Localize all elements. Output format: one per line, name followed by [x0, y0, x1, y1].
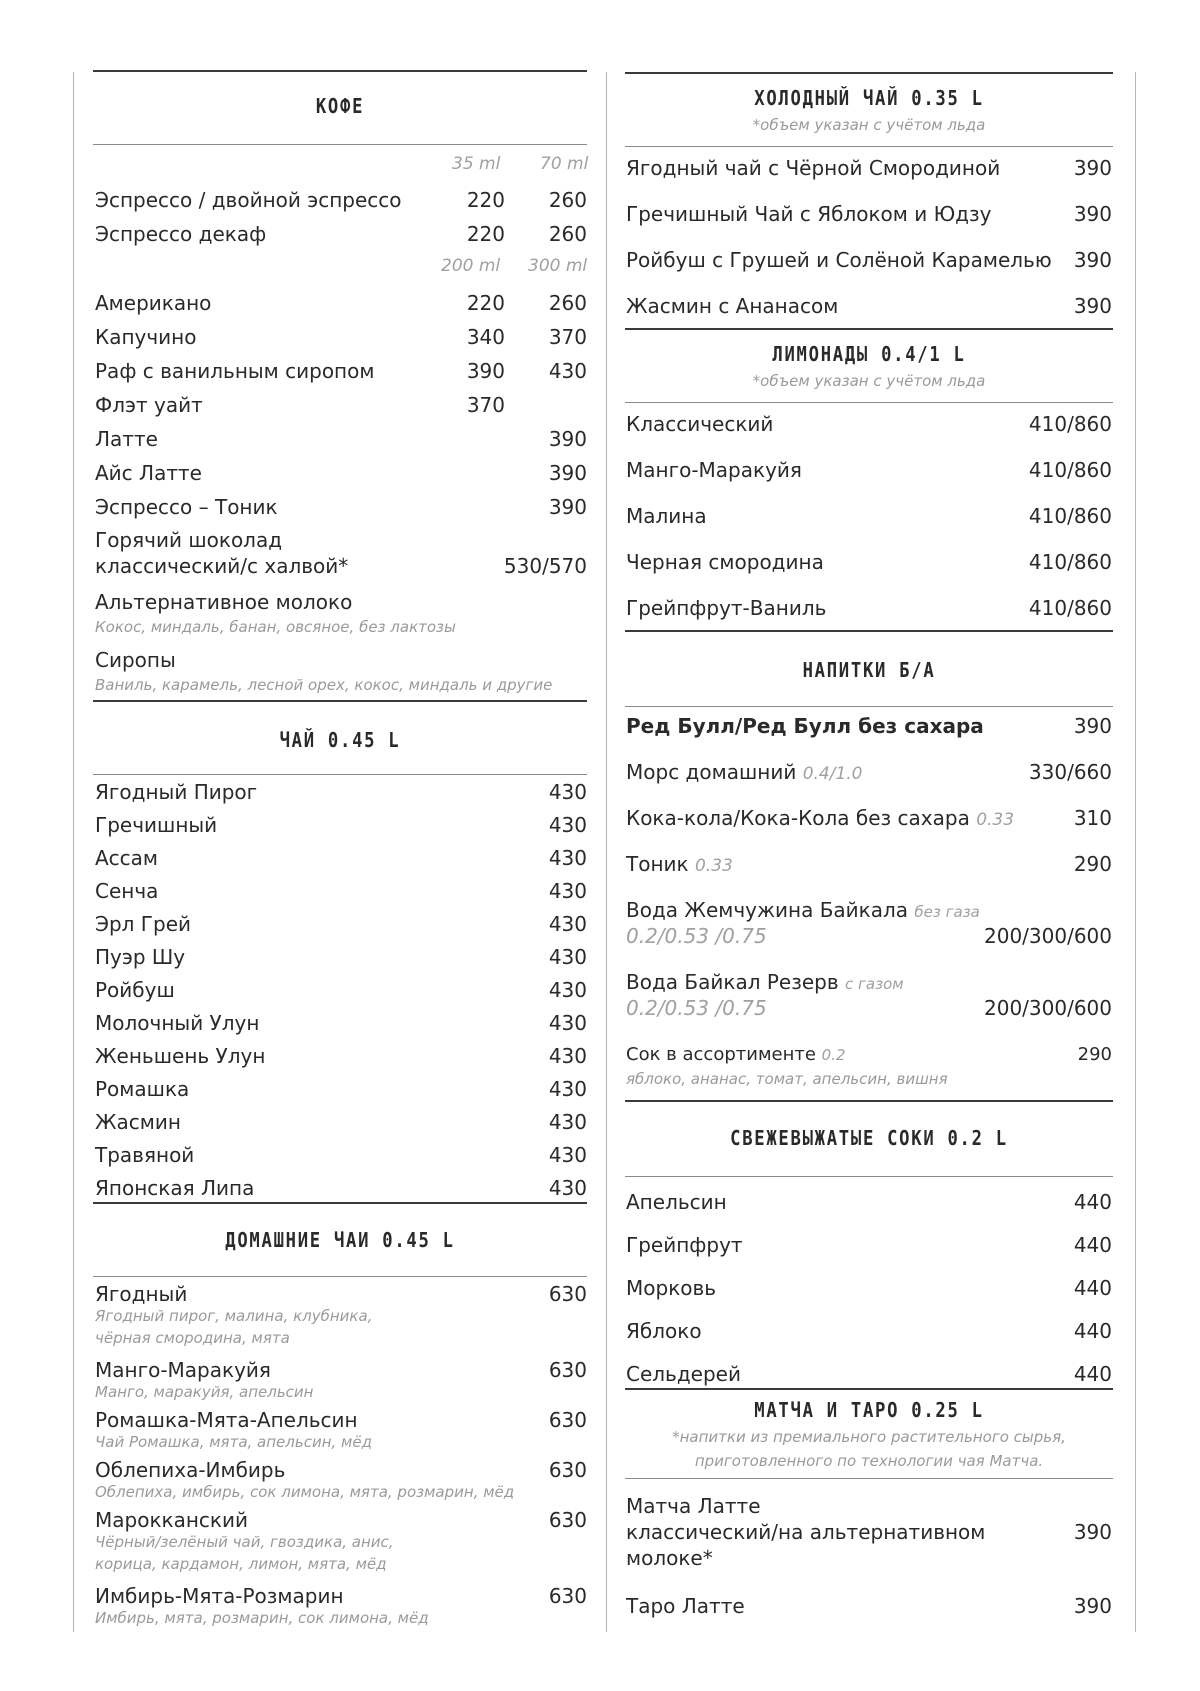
item-price: 390 [1073, 294, 1112, 318]
item-price-small: 340 [466, 325, 505, 349]
item-price: 430 [548, 1176, 587, 1200]
item-name: Ягодный Пирог [95, 780, 258, 804]
item-name: Черная смородина [626, 550, 824, 574]
syrups-name: Сиропы [95, 648, 176, 672]
item-name: Яблоко [626, 1319, 702, 1343]
tea-item-row [95, 945, 587, 973]
fresh-juice-item-row [626, 1233, 1112, 1261]
home-tea-item-row [95, 1282, 587, 1352]
item-price: 410/860 [1028, 412, 1112, 436]
coffee-item-row [95, 427, 587, 455]
tea-item-row [95, 1176, 587, 1204]
lemonades-note: *объем указан с учётом льда [752, 372, 986, 390]
cold-tea-item-row [626, 294, 1112, 322]
tea-item-row [95, 978, 587, 1006]
item-name: Травяной [95, 1143, 195, 1167]
tonic-name-line [626, 852, 733, 876]
hot-chocolate-price: 530/570 [503, 554, 587, 578]
syrups-desc: Ваниль, карамель, лесной орех, кокос, миндаль и другие [95, 676, 553, 694]
coffee-heading-rule [93, 144, 587, 145]
menu-item-matcha-latte [626, 1494, 1112, 1574]
cola-volume: 0.33 [976, 810, 1015, 830]
water-sparkling-name-line [626, 970, 904, 994]
item-name: Гречишный Чай с Яблоком и Юдзу [626, 202, 992, 226]
home-tea-heading-rule [93, 1276, 587, 1277]
coffee-item-row [95, 495, 587, 523]
item-desc: Ягодный пирог, малина, клубника, [95, 1307, 373, 1325]
hot-chocolate-name-line2: классический/с халвой* [95, 554, 349, 578]
tea-heading-rule [93, 774, 587, 775]
tonic-volume: 0.33 [694, 856, 733, 876]
lemonade-item-row [626, 412, 1112, 440]
juice-volume: 0.2 [821, 1046, 846, 1064]
coffee-item-row [95, 393, 587, 421]
redbull-price: 390 [1073, 714, 1112, 738]
matcha-note-line2: приготовленного по технологии чая Матча. [694, 1452, 1044, 1470]
matcha-latte-line3: молоке* [626, 1546, 713, 1570]
taro-latte-price: 390 [1073, 1594, 1112, 1618]
fresh-top-rule [625, 1100, 1113, 1102]
tea-item-row [95, 879, 587, 907]
center-column-divider [606, 72, 607, 1632]
water-still-name: Вода Жемчужина Байкала [626, 898, 909, 922]
item-price-large: 430 [548, 359, 587, 383]
item-name: Американо [95, 291, 212, 315]
coffee-item-row [95, 461, 587, 489]
item-name: Эспрессо / двойной эспрессо [95, 188, 402, 212]
tonic-name: Тоник [626, 852, 689, 876]
lemonades-heading: ЛИМОНАДЫ 0.4/1 L [772, 342, 966, 366]
item-price: 430 [548, 1077, 587, 1101]
item-name: Жасмин с Ананасом [626, 294, 839, 318]
item-price-large: 260 [548, 222, 587, 246]
item-price: 630 [548, 1458, 587, 1482]
cola-name-line [626, 806, 1014, 830]
tea-item-row [95, 813, 587, 841]
item-name: Манго-Маракуйя [95, 1358, 271, 1382]
menu-item-water-still [626, 898, 1112, 952]
mors-name: Морс домашний [626, 760, 797, 784]
cold-tea-item-row [626, 248, 1112, 276]
item-name: Марокканский [95, 1508, 249, 1532]
taro-latte-name: Таро Латте [626, 1594, 745, 1618]
item-desc: Манго, маракуйя, апельсин [95, 1383, 314, 1401]
water-sparkling-volume: 0.2/0.53 /0.75 [626, 996, 767, 1020]
fresh-juice-item-row [626, 1190, 1112, 1218]
tea-item-row [95, 780, 587, 808]
item-name: Ромашка-Мята-Апельсин [95, 1408, 358, 1432]
matcha-note-line1: *напитки из премиального растительного сырья, [672, 1428, 1066, 1446]
item-price: 430 [548, 1044, 587, 1068]
item-name: Малина [626, 504, 707, 528]
tea-item-row [95, 1011, 587, 1039]
item-price: 430 [548, 879, 587, 903]
item-name: Сенча [95, 879, 159, 903]
water-still-tag: без газа [914, 903, 980, 921]
item-price: 630 [548, 1358, 587, 1382]
item-name: Латте [95, 427, 158, 451]
item-name: Молочный Улун [95, 1011, 260, 1035]
fresh-juice-item-row [626, 1319, 1112, 1347]
item-price: 440 [1073, 1319, 1112, 1343]
item-price: 430 [548, 978, 587, 1002]
item-price: 390 [1073, 202, 1112, 226]
item-price: 440 [1073, 1233, 1112, 1257]
item-price-large: 370 [548, 325, 587, 349]
unit-200ml: 200 ml [441, 256, 501, 276]
item-price-large: 390 [548, 427, 587, 451]
item-price-small: 370 [466, 393, 505, 417]
fresh-juice-item-row [626, 1276, 1112, 1304]
cold-tea-top-rule [625, 72, 1113, 74]
item-price: 410/860 [1028, 504, 1112, 528]
item-name: Манго-Маракуйя [626, 458, 802, 482]
tea-top-rule [93, 700, 587, 702]
home-tea-item-row [95, 1584, 587, 1654]
unit-300ml: 300 ml [528, 256, 588, 276]
fresh-heading-rule [625, 1176, 1113, 1177]
item-name: Гречишный [95, 813, 218, 837]
item-price: 630 [548, 1282, 587, 1306]
item-desc: Имбирь, мята, розмарин, сок лимона, мёд [95, 1609, 429, 1627]
item-price: 430 [548, 912, 587, 936]
fresh-juice-item-row [626, 1362, 1112, 1390]
coffee-item-row [95, 222, 587, 250]
cold-tea-heading: ХОЛОДНЫЙ ЧАЙ 0.35 L [754, 86, 984, 110]
item-price-small: 220 [466, 188, 505, 212]
coffee-item-row [95, 359, 587, 387]
matcha-latte-line1: Матча Латте [626, 1494, 761, 1518]
item-price: 430 [548, 945, 587, 969]
item-price: 390 [1073, 248, 1112, 272]
item-price: 630 [548, 1408, 587, 1432]
item-price: 440 [1073, 1362, 1112, 1386]
item-name: Эрл Грей [95, 912, 191, 936]
item-desc: корица, кардамон, лимон, мята, мёд [95, 1555, 387, 1573]
unit-35ml: 35 ml [452, 154, 501, 174]
item-name: Сельдерей [626, 1362, 741, 1386]
tea-heading: ЧАЙ 0.45 L [279, 728, 401, 752]
item-name: Эспрессо – Тоник [95, 495, 278, 519]
item-name: Ройбуш [95, 978, 175, 1002]
item-price: 410/860 [1028, 458, 1112, 482]
item-price-small: 220 [466, 222, 505, 246]
soft-drinks-top-rule [625, 630, 1113, 632]
soft-drinks-heading: НАПИТКИ Б/А [802, 658, 936, 682]
cold-tea-note: *объем указан с учётом льда [752, 116, 986, 134]
item-name: Облепиха-Имбирь [95, 1458, 286, 1482]
item-price: 430 [548, 1110, 587, 1134]
item-desc: Чёрный/зелёный чай, гвоздика, анис, [95, 1533, 394, 1551]
lemonade-item-row [626, 504, 1112, 532]
cola-name: Кока-кола/Кока-Кола без сахара [626, 806, 970, 830]
item-name: Грейпфрут-Ваниль [626, 596, 827, 620]
cola-price: 310 [1073, 806, 1112, 830]
coffee-item-row [95, 291, 587, 319]
menu-item-taro-latte [626, 1594, 1112, 1622]
coffee-top-rule [93, 70, 587, 72]
alt-milk-desc: Кокос, миндаль, банан, овсяное, без лактозы [95, 618, 456, 636]
menu-item-hot-chocolate [95, 528, 587, 584]
item-name: Ромашка [95, 1077, 190, 1101]
item-name: Классический [626, 412, 774, 436]
item-price: 440 [1073, 1276, 1112, 1300]
item-name: Ассам [95, 846, 159, 870]
item-name: Капучино [95, 325, 197, 349]
item-desc: Облепиха, имбирь, сок лимона, мята, розмарин, мёд [95, 1483, 515, 1501]
water-sparkling-tag: с газом [845, 975, 904, 993]
tea-item-row [95, 1110, 587, 1138]
matcha-heading: МАТЧА И ТАРО 0.25 L [754, 1398, 984, 1422]
juice-name: Сок в ассортименте [626, 1044, 816, 1065]
item-name: Пуэр Шу [95, 945, 186, 969]
coffee-item-row [95, 325, 587, 353]
cold-tea-item-row [626, 156, 1112, 184]
menu-item-mors [626, 760, 1112, 788]
fresh-heading: СВЕЖЕВЫЖАТЫЕ СОКИ 0.2 L [730, 1126, 1008, 1150]
item-name: Раф с ванильным сиропом [95, 359, 375, 383]
water-still-name-line [626, 898, 980, 922]
item-name: Айс Латте [95, 461, 202, 485]
item-price-small: 390 [466, 359, 505, 383]
item-name: Эспрессо декаф [95, 222, 267, 246]
matcha-heading-rule [625, 1478, 1113, 1479]
matcha-latte-price: 390 [1073, 1520, 1112, 1544]
tea-item-row [95, 912, 587, 940]
item-desc: Чай Ромашка, мята, апельсин, мёд [95, 1433, 372, 1451]
item-name: Морковь [626, 1276, 717, 1300]
soft-drinks-heading-rule [625, 706, 1113, 707]
hot-chocolate-name-line1: Горячий шоколад [95, 528, 283, 552]
coffee-heading: КОФЕ [315, 94, 365, 118]
item-name: Апельсин [626, 1190, 727, 1214]
item-price: 430 [548, 813, 587, 837]
item-price: 440 [1073, 1190, 1112, 1214]
item-price: 430 [548, 1143, 587, 1167]
juice-price: 290 [1077, 1044, 1112, 1065]
home-tea-item-row [95, 1508, 587, 1578]
menu-item-tonic [626, 852, 1112, 880]
tea-item-row [95, 1077, 587, 1105]
item-name: Женьшень Улун [95, 1044, 266, 1068]
right-column-border [1135, 72, 1136, 1632]
redbull-name: Ред Булл/Ред Булл без сахара [626, 714, 984, 738]
item-price-large: 390 [548, 495, 587, 519]
item-price-large: 260 [548, 291, 587, 315]
item-price: 390 [1073, 156, 1112, 180]
menu-item-water-sparkling [626, 970, 1112, 1024]
item-name: Имбирь-Мята-Розмарин [95, 1584, 344, 1608]
item-name: Ягодный [95, 1282, 188, 1306]
lemonade-item-row [626, 550, 1112, 578]
item-name: Японская Липа [95, 1176, 255, 1200]
tonic-price: 290 [1073, 852, 1112, 876]
cold-tea-heading-rule [625, 146, 1113, 147]
item-price-small: 220 [466, 291, 505, 315]
home-tea-heading: ДОМАШНИЕ ЧАИ 0.45 L [225, 1228, 455, 1252]
matcha-top-rule [625, 1388, 1113, 1390]
lemonade-item-row [626, 596, 1112, 624]
cold-tea-item-row [626, 202, 1112, 230]
home-tea-top-rule [93, 1202, 587, 1204]
tea-item-row [95, 1044, 587, 1072]
item-price-large: 260 [548, 188, 587, 212]
alt-milk-name: Альтернативное молоко [95, 590, 353, 614]
item-price: 430 [548, 846, 587, 870]
menu-item-juice [626, 1044, 1112, 1094]
item-price: 430 [548, 780, 587, 804]
menu-item-cola [626, 806, 1112, 834]
water-sparkling-price: 200/300/600 [984, 996, 1112, 1020]
juice-name-line [626, 1044, 846, 1065]
item-name: Ройбуш с Грушей и Солёной Карамелью [626, 248, 1052, 272]
item-price-large: 390 [548, 461, 587, 485]
water-still-price: 200/300/600 [984, 924, 1112, 948]
item-name: Грейпфрут [626, 1233, 743, 1257]
menu-item-alt-milk [95, 590, 587, 638]
item-price: 430 [548, 1011, 587, 1035]
lemonades-top-rule [625, 328, 1113, 330]
lemonade-item-row [626, 458, 1112, 486]
lemonades-heading-rule [625, 402, 1113, 403]
mors-price: 330/660 [1028, 760, 1112, 784]
water-still-volume: 0.2/0.53 /0.75 [626, 924, 767, 948]
left-column-border [73, 72, 74, 1632]
mors-volume: 0.4/1.0 [802, 764, 863, 784]
water-sparkling-name: Вода Байкал Резерв [626, 970, 839, 994]
juice-desc: яблоко, ананас, томат, апельсин, вишня [626, 1070, 948, 1088]
item-name: Ягодный чай с Чёрной Смородиной [626, 156, 1001, 180]
item-price: 630 [548, 1508, 587, 1532]
tea-item-row [95, 1143, 587, 1171]
menu-item-redbull [626, 714, 1112, 742]
coffee-item-row [95, 188, 587, 216]
mors-name-line [626, 760, 863, 784]
matcha-latte-line2: классический/на альтернативном [626, 1520, 986, 1544]
item-name: Флэт уайт [95, 393, 203, 417]
menu-item-syrups [95, 648, 587, 696]
unit-70ml: 70 ml [540, 154, 589, 174]
item-price: 410/860 [1028, 550, 1112, 574]
item-price: 410/860 [1028, 596, 1112, 620]
item-price: 630 [548, 1584, 587, 1608]
item-name: Жасмин [95, 1110, 181, 1134]
tea-item-row [95, 846, 587, 874]
item-desc: чёрная смородина, мята [95, 1329, 290, 1347]
